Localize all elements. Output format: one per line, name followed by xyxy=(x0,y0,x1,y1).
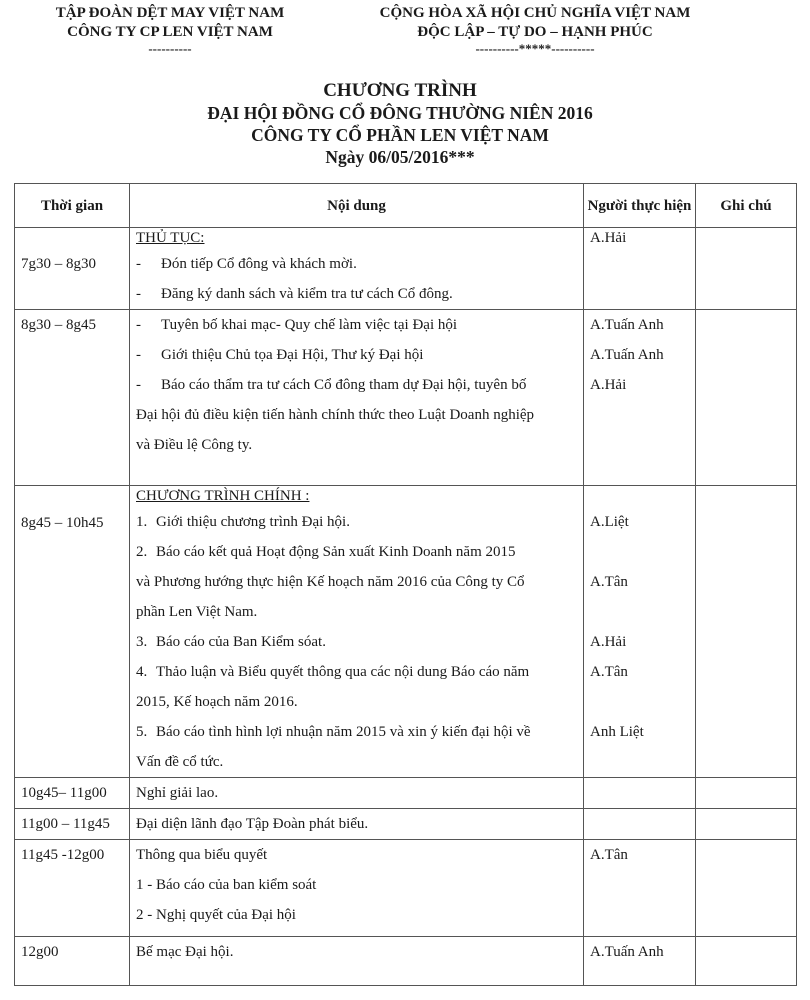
list-item: 5. Báo cáo tình hình lợi nhuận năm 2015 và xin ý kiến đại hội về xyxy=(136,724,531,740)
section-heading: CHƯƠNG TRÌNH CHÍNH : xyxy=(136,488,310,504)
list-item: 2 - Nghị quyết của Đại hội xyxy=(136,907,296,923)
list-item: 1. Giới thiệu chương trình Đại hội. xyxy=(136,514,350,530)
title-line-1: CHƯƠNG TRÌNH xyxy=(323,80,477,101)
list-item-continuation: và Điều lệ Công ty. xyxy=(136,437,253,453)
content-text: Nghỉ giải lao. xyxy=(136,785,219,801)
header-content: Nội dung xyxy=(130,184,584,228)
national-motto: ĐỘC LẬP – TỰ DO – HẠNH PHÚC xyxy=(417,24,653,40)
person-cell xyxy=(584,310,696,486)
title-line-3: CÔNG TY CỔ PHẦN LEN VIỆT NAM xyxy=(251,125,549,145)
list-item: - Đón tiếp Cổ đông và khách mời. xyxy=(136,256,357,272)
header-person: Người thực hiện xyxy=(584,184,696,228)
agenda-table xyxy=(14,183,797,986)
person-value: A.Tân xyxy=(590,574,628,590)
time-value: 10g45– 11g00 xyxy=(21,785,107,801)
list-item: 1 - Báo cáo của ban kiểm soát xyxy=(136,877,317,893)
time-value: 8g30 – 8g45 xyxy=(21,317,96,333)
table-row xyxy=(15,809,797,840)
header-note: Ghi chú xyxy=(696,184,797,228)
content-cell xyxy=(130,310,584,486)
time-cell xyxy=(15,778,130,809)
person-value: A.Liệt xyxy=(590,514,629,530)
table-header-row xyxy=(15,184,797,228)
section-heading: THỦ TỤC: xyxy=(136,230,205,246)
content-text: Bế mạc Đại hội. xyxy=(136,944,234,960)
person-value: A.Tân xyxy=(590,664,628,680)
time-value: 7g30 – 8g30 xyxy=(21,256,96,272)
list-item: - Đăng ký danh sách và kiểm tra tư cách Cổ đông. xyxy=(136,286,453,302)
time-value: 11g45 -12g00 xyxy=(21,847,105,863)
national-motto-header xyxy=(330,4,740,56)
time-value: 11g00 – 11g45 xyxy=(21,816,110,832)
person-value: A.Hải xyxy=(590,377,627,393)
issuer-group: TẬP ĐOÀN DỆT MAY VIỆT NAM xyxy=(55,5,285,21)
time-cell xyxy=(15,228,130,310)
time-cell xyxy=(15,486,130,778)
table-row xyxy=(15,228,797,310)
table-row xyxy=(15,778,797,809)
time-cell xyxy=(15,840,130,937)
time-cell xyxy=(15,809,130,840)
person-cell xyxy=(584,937,696,986)
list-item: 2. Báo cáo kết quả Hoạt động Sản xuất Kinh Doanh năm 2015 xyxy=(136,544,516,560)
person-cell xyxy=(584,778,696,809)
person-value: A.Tuấn Anh xyxy=(590,317,664,333)
list-item: - Tuyên bố khai mạc- Quy chế làm việc tại Đại hội xyxy=(136,317,458,333)
person-value: A.Tân xyxy=(590,847,628,863)
person-cell xyxy=(584,809,696,840)
person-cell xyxy=(584,486,696,778)
person-value: A.Hải xyxy=(590,634,627,650)
content-cell xyxy=(130,486,584,778)
motto-divider: ----------*****---------- xyxy=(475,41,595,56)
list-item: - Giới thiệu Chủ tọa Đại Hội, Thư ký Đại hội xyxy=(136,347,424,363)
note-cell xyxy=(696,778,797,809)
note-cell xyxy=(696,486,797,778)
table-row xyxy=(15,840,797,937)
list-item-continuation: 2015, Kế hoạch năm 2016. xyxy=(136,694,298,710)
issuer-company: CÔNG TY CP LEN VIỆT NAM xyxy=(67,24,273,40)
time-cell xyxy=(15,310,130,486)
title-line-2: ĐẠI HỘI ĐỒNG CỔ ĐÔNG THƯỜNG NIÊN 2016 xyxy=(207,103,593,123)
note-cell xyxy=(696,840,797,937)
person-cell xyxy=(584,840,696,937)
content-cell xyxy=(130,228,584,310)
person-value: A.Tuấn Anh xyxy=(590,347,664,363)
list-item-continuation: Đại hội đủ điều kiện tiến hành chính thức theo Luật Doanh nghiệp xyxy=(136,407,535,423)
content-cell xyxy=(130,937,584,986)
person-cell xyxy=(584,228,696,310)
time-value: 12g00 xyxy=(21,944,59,960)
time-cell xyxy=(15,937,130,986)
note-cell xyxy=(696,310,797,486)
table-row xyxy=(15,937,797,986)
list-item-continuation: phần Len Việt Nam. xyxy=(136,604,258,620)
content-text: Thông qua biểu quyết xyxy=(136,847,268,863)
title-date: Ngày 06/05/2016*** xyxy=(325,147,475,167)
content-cell xyxy=(130,809,584,840)
person-value: A.Hải xyxy=(590,230,627,246)
time-value: 8g45 – 10h45 xyxy=(21,515,104,531)
note-cell xyxy=(696,228,797,310)
list-item-continuation: Vấn đề cổ tức. xyxy=(136,754,224,770)
list-item-continuation: và Phương hướng thực hiện Kế hoạch năm 2016 của Công ty Cổ xyxy=(136,574,525,590)
content-cell xyxy=(130,840,584,937)
issuer-header xyxy=(20,4,320,56)
list-item: - Báo cáo thẩm tra tư cách Cổ đông tham dự Đại hội, tuyên bố xyxy=(136,377,527,393)
note-cell xyxy=(696,937,797,986)
list-item: 3. Báo cáo của Ban Kiểm sóat. xyxy=(136,634,326,650)
person-value: Anh Liệt xyxy=(590,724,644,740)
person-value: A.Tuấn Anh xyxy=(590,944,664,960)
list-item: 4. Thảo luận và Biểu quyết thông qua các nội dung Báo cáo năm xyxy=(136,664,530,680)
issuer-divider: ---------- xyxy=(148,41,192,56)
header-time: Thời gian xyxy=(15,184,130,228)
content-cell xyxy=(130,778,584,809)
table-row xyxy=(15,310,797,486)
content-text: Đại diện lãnh đạo Tập Đoàn phát biểu. xyxy=(136,816,369,832)
table-row xyxy=(15,486,797,778)
national-title: CỘNG HÒA XÃ HỘI CHỦ NGHĨA VIỆT NAM xyxy=(379,5,691,21)
note-cell xyxy=(696,809,797,840)
document-title xyxy=(100,80,700,168)
